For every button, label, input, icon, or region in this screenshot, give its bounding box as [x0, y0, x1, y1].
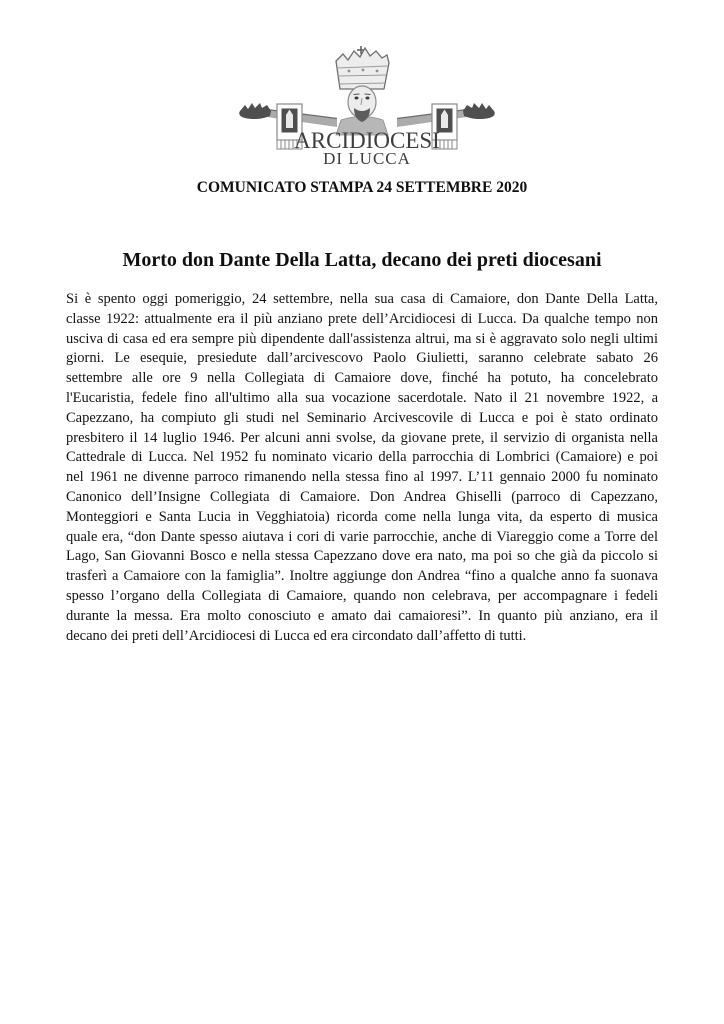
press-release-header: COMUNICATO STAMPA 24 SETTEMBRE 2020 — [196, 179, 528, 196]
body-line: spesso l’organo della Collegiata di Camaiore, quando non celebrava, per accompagnare i fedeli — [66, 587, 658, 604]
body-line: Capezzano, ha compiuto gli studi nel Seminario Arcivescovile di Lucca e poi è stato ordinato — [66, 409, 658, 426]
body-line: Si è spento oggi pomeriggio, 24 settembre, nella sua casa di Camaiore, don Dante Della Latta, — [66, 291, 658, 307]
body-line: usciva di casa ed era sempre più dipendente dall'assistenza altrui, ma si è aggravato solo negli ultimi — [66, 330, 658, 347]
arcidiocesi-lucca-logo — [237, 45, 497, 167]
body-line: Canonico dell’Insigne Collegiata di Camaiore. Don Andrea Ghiselli (parroco di Capezzano, — [66, 488, 658, 505]
body-line: settembre alle ore 9 nella Collegiata di Camaiore dove, finché ha potuto, ha concelebrato — [66, 370, 658, 387]
body-line: quale era, “don Dante spesso aiutava i cori di varie parrocchie, anche di Viareggio come a Torre del — [66, 528, 658, 545]
body-line: giorni. Le esequie, presiedute dall’arcivescovo Paolo Giulietti, saranno celebrate sabato 26 — [66, 350, 658, 367]
press-release-body — [66, 290, 658, 646]
left-hand-icon — [239, 103, 271, 119]
body-line: Lago, San Giovanni Bosco e nella stessa Capezzano dove era nato, ma poi so che già da piccolo si — [66, 548, 658, 565]
body-line: Monteggiori e Santa Lucia in Vegghiatoia) ricorda come nella lunga vita, da esperto di musica — [66, 508, 658, 525]
logo-subtitle: DI LUCCA — [323, 149, 411, 167]
body-line: decano dei preti dell’Arcidiocesi di Lucca ed era circondato dall’affetto di tutti. — [66, 627, 527, 644]
body-line: l'Eucaristia, fedele fino all'ultimo alla sua vocazione sacerdotale. Nato il 21 novembre 1922, a — [66, 389, 658, 406]
holy-face-icon — [348, 86, 376, 122]
body-line: trasferì a Camaiore con la famiglia”. Inoltre aggiunge don Andrea “fino a qualche anno fa suonava — [66, 568, 658, 585]
crown-icon — [336, 46, 389, 89]
body-line: presbitero il 14 luglio 1946. Per alcuni anni svolse, da giovane prete, il servizio di organista nella — [66, 429, 658, 446]
right-hand-icon — [463, 103, 495, 119]
body-line: nel 1961 ne divenne parroco rimanendo nella stessa fino al 1997. L’11 gennaio 2000 fu nominato — [66, 469, 658, 486]
logo-wordmark: ARCIDIOCESI — [294, 128, 440, 153]
body-line: Cattedrale di Lucca. Nel 1952 fu nominato vicario della parrocchia di Lombrici (Camaiore) e poi — [66, 449, 658, 466]
article-title: Morto don Dante Della Latta, decano dei preti diocesani — [122, 249, 602, 271]
body-line: classe 1922: attualmente era il più anziano prete dell’Arcidiocesi di Lucca. Da qualche tempo non — [66, 310, 658, 327]
body-line: durante la messa. Era molto conosciuto e amato dai camaioresi”. In quanto più anziano, era il — [66, 607, 658, 624]
